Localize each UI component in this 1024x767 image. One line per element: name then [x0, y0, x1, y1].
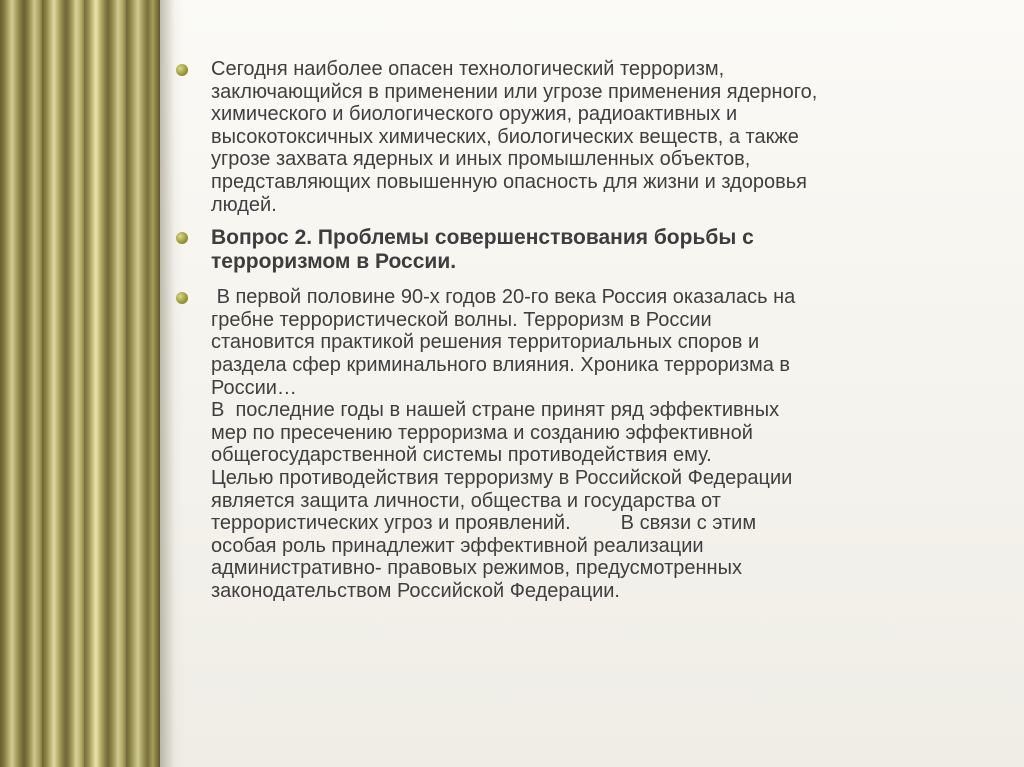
curtain-shade	[0, 0, 160, 767]
bullet-dot-icon	[176, 292, 188, 304]
bullet-dot-icon	[176, 64, 188, 76]
bullet-item-technological-terrorism	[176, 58, 986, 216]
bullet-text: В первой половине 90-х годов 20-го века Россия оказалась на гребне террористической волны. Терроризм в России становится практикой решения территориальных споров и раздела сфер криминального влияния. Хроника терроризма в России… В последние годы в нашей стране принят ряд эффективных мер по пресечению терроризма и созданию эффективной общегосударственной системы противодействия ему. Целью противодействия терроризму в Российской Федерации является защита личности, общества и государства от террористических угроз и проявлений. В связи с этим особая роль принадлежит эффективной реализации административно- правовых режимов, предусмотренных законодательством Российской Федерации.	[211, 286, 796, 602]
bullet-item-question-2	[176, 226, 986, 274]
bullet-dot-icon	[176, 232, 188, 244]
bullet-text: Сегодня наиболее опасен технологический терроризм, заключающийся в применении или угрозе применения ядерного, химического и биологического оружия, радиоактивных и высокотоксичных химических, биологических веществ, а также угрозе захвата ядерных и иных промышленных объектов, представляющих повышенную опасность для жизни и здоровья людей.	[211, 58, 818, 216]
curtain-edge	[148, 0, 160, 767]
slide-content	[176, 58, 986, 612]
bullet-item-russia-90s	[176, 286, 986, 602]
bullet-heading: Вопрос 2. Проблемы совершенствования борьбы с терроризмом в России.	[211, 226, 754, 274]
